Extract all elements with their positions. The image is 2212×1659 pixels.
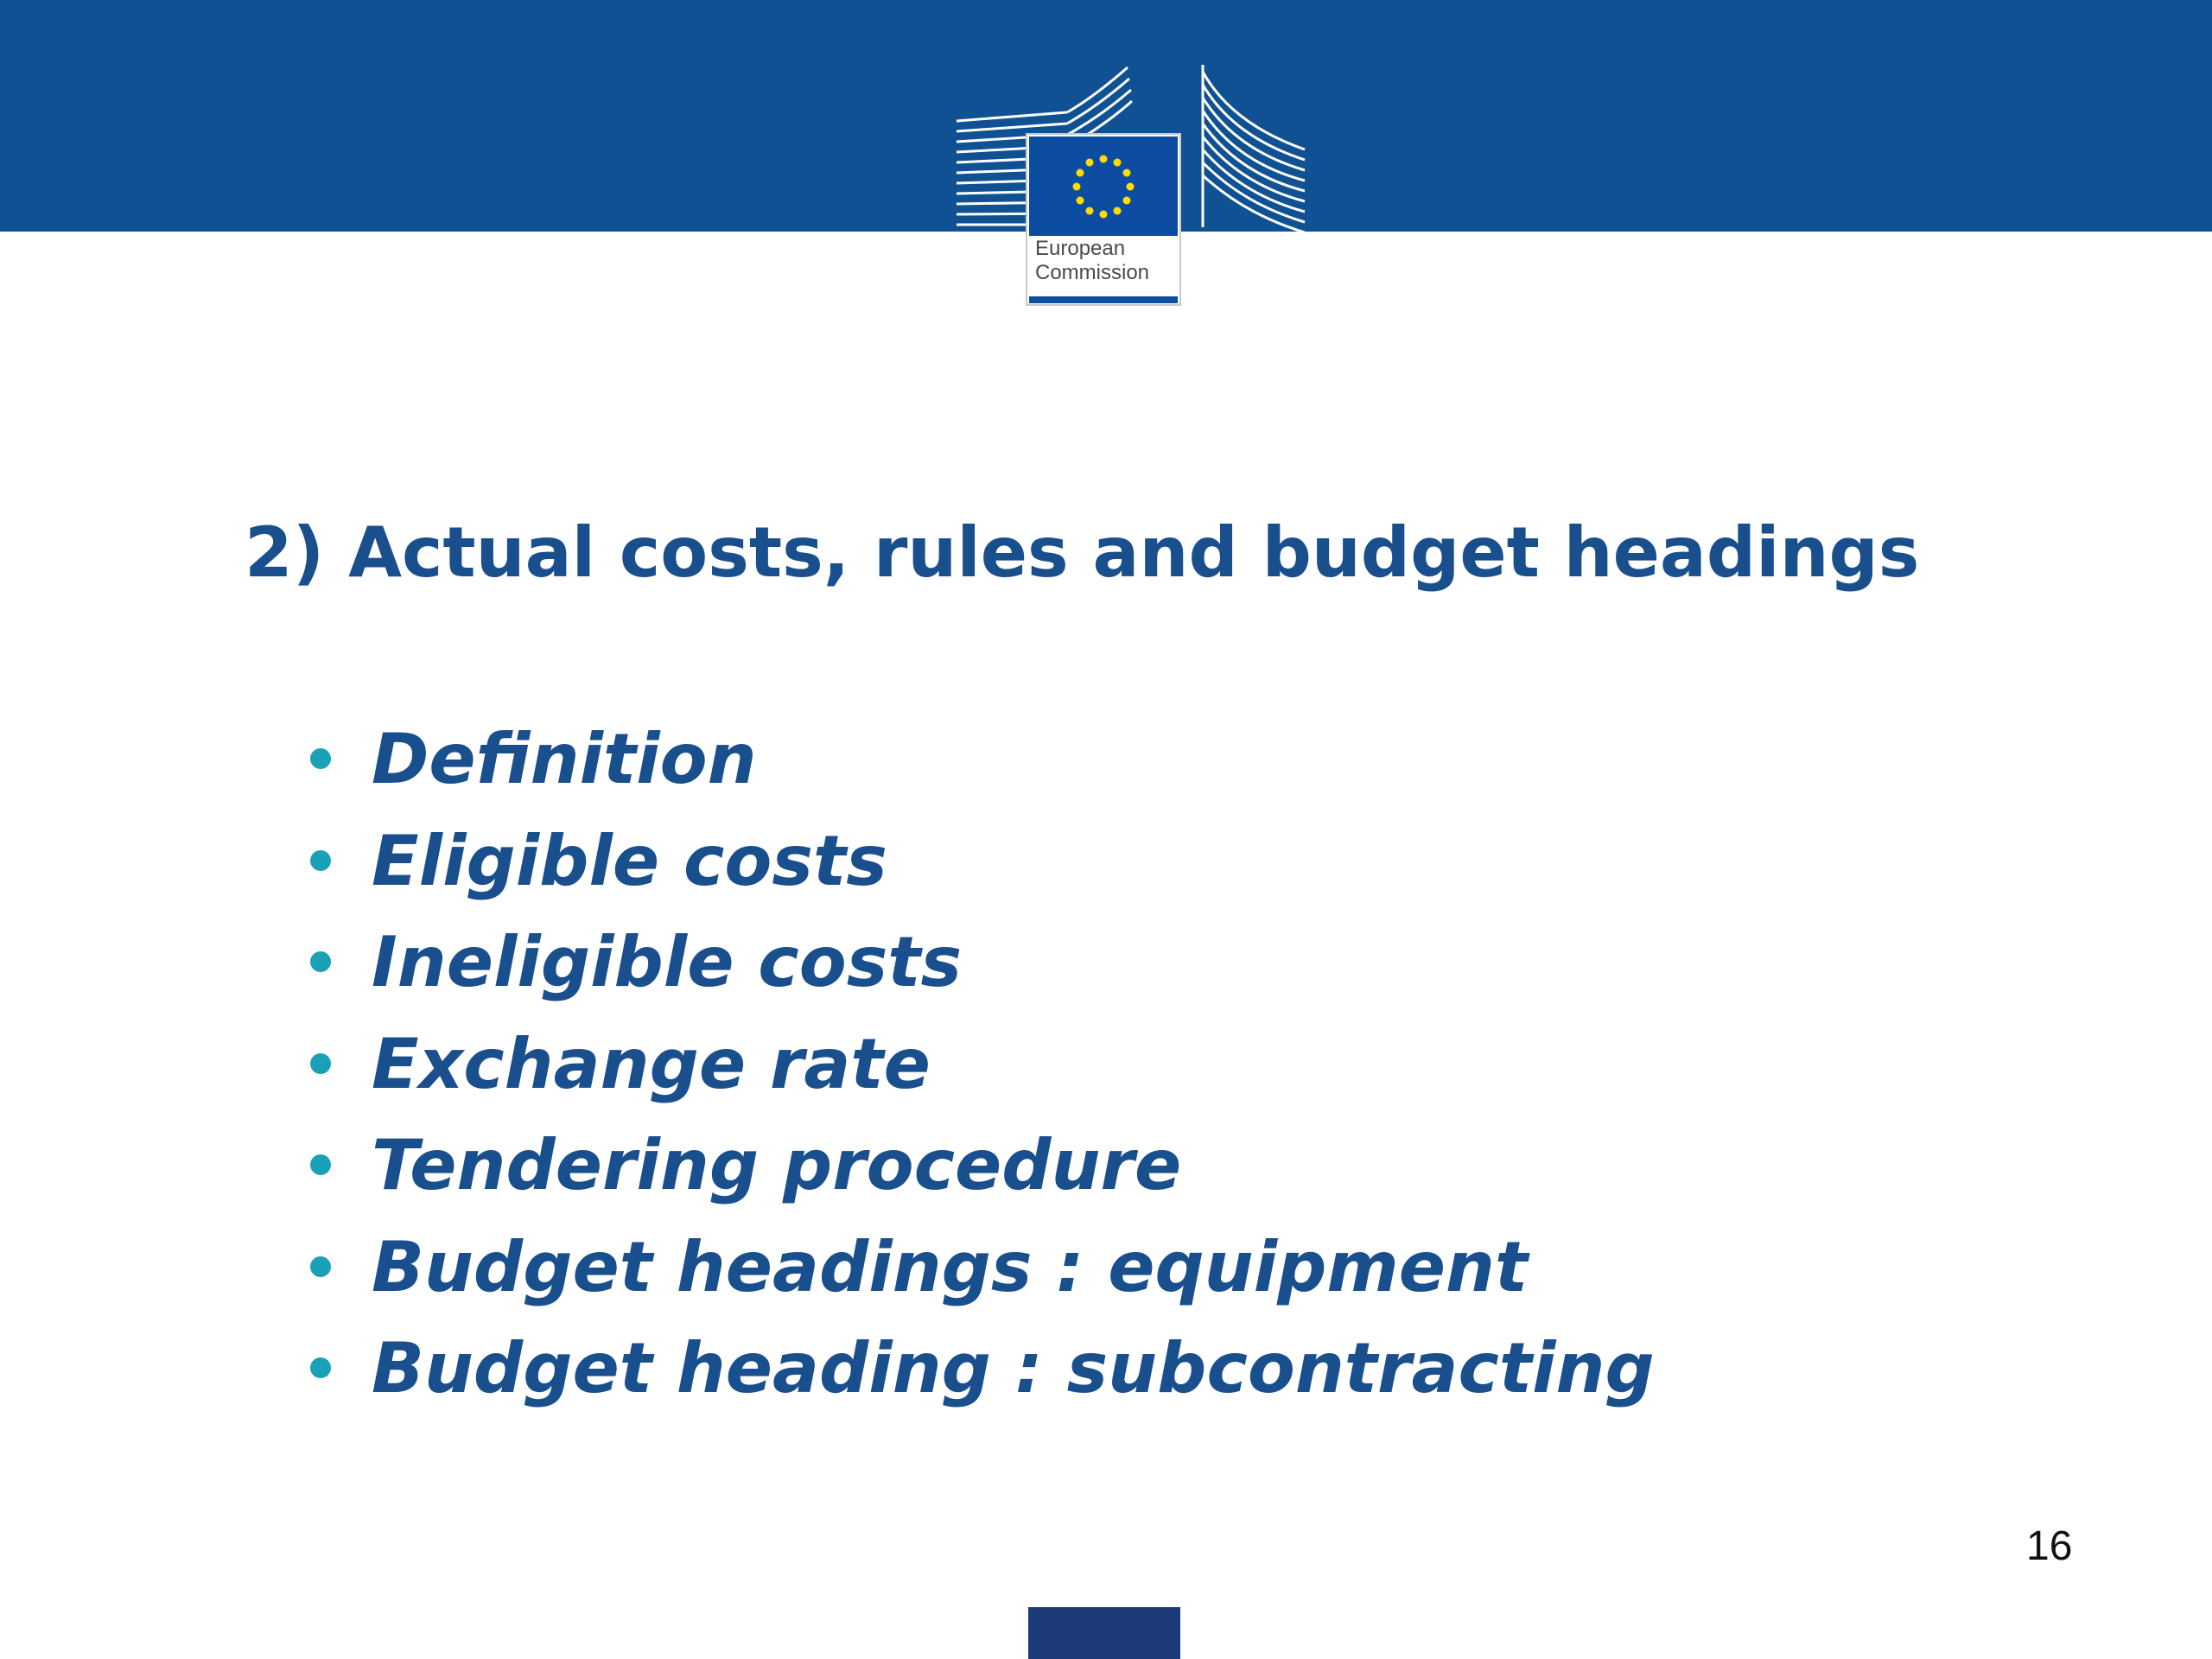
bullet-item — [302, 1019, 1655, 1121]
bullet-dot-icon — [310, 850, 331, 871]
bullet-dot-icon — [310, 1053, 331, 1074]
bullet-item — [302, 1323, 1655, 1425]
bullet-text: Budget headings : equipment — [372, 1226, 1529, 1307]
bullet-dot-icon — [310, 1256, 331, 1277]
bullet-item — [302, 1120, 1655, 1222]
logo-wordmark-line: Commission — [1035, 261, 1150, 284]
page-number: 16 — [2026, 1523, 2073, 1569]
footer-tab — [1028, 1607, 1180, 1659]
bullet-text: Exchange rate — [372, 1023, 931, 1104]
bullet-item — [302, 1222, 1655, 1324]
bullet-item — [302, 917, 1655, 1019]
bullet-text: Tendering procedure — [372, 1125, 1182, 1205]
logo-wordmark — [1035, 237, 1149, 285]
bullet-text: Ineligible costs — [372, 922, 963, 1002]
bullet-item — [302, 816, 1655, 918]
bullet-text: Eligible costs — [372, 820, 887, 901]
bullet-text: Budget heading : subcontracting — [372, 1328, 1655, 1408]
bullet-dot-icon — [310, 748, 331, 769]
bullet-text: Definition — [372, 719, 757, 799]
slide-title: 2) Actual costs, rules and budget headings — [245, 512, 1920, 593]
bullet-item — [302, 714, 1655, 816]
bullet-dot-icon — [310, 1154, 331, 1175]
bullet-list — [302, 714, 1655, 1425]
logo-wordmark-line: European — [1035, 237, 1126, 260]
bullet-dot-icon — [310, 1357, 331, 1378]
bullet-dot-icon — [310, 951, 331, 972]
